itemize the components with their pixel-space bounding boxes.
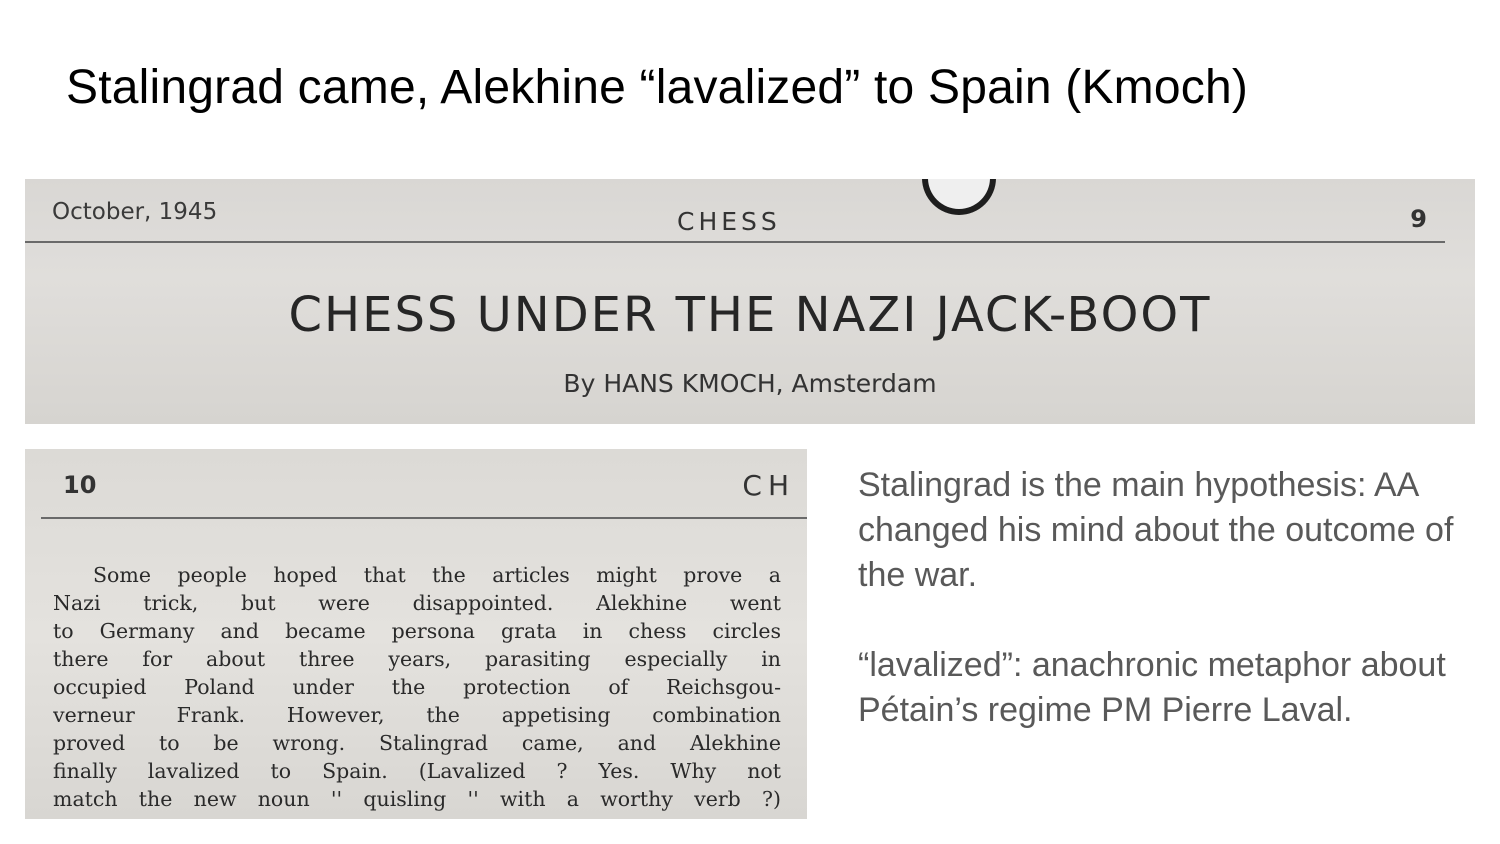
header-rule <box>25 241 1445 243</box>
issue-date: October, 1945 <box>52 199 218 225</box>
article-line: proved to be wrong. Stalingrad came, and Alekhine <box>53 731 781 755</box>
article-line: to Germany and became persona grata in chess circles <box>53 619 781 643</box>
article-byline: By HANS KMOCH, Amsterdam <box>563 369 937 398</box>
ink-blot <box>922 179 996 215</box>
speaker-notes <box>858 463 1458 778</box>
article-line: verneur Frank. However, the appetising combination <box>53 703 781 727</box>
article-headline: CHESS UNDER THE NAZI JACK-BOOT <box>288 287 1212 343</box>
magazine-name-partial: CH <box>742 469 795 502</box>
article-paragraph <box>53 561 781 813</box>
article-line: there for about three years, parasiting especially in <box>53 647 781 671</box>
article-line: Some people hoped that the articles might prove a <box>93 563 781 587</box>
article-line: occupied Poland under the protection of Reichsgou- <box>53 675 781 699</box>
slide-title: Stalingrad came, Alekhine “lavalized” to Spain (Kmoch) <box>66 61 1249 114</box>
note-paragraph-lavalized: “lavalized”: anachronic metaphor about Pétain’s regime PM Pierre Laval. <box>858 646 1446 729</box>
magazine-name: CHESS <box>677 207 781 236</box>
article-line: Nazi trick, but were disappointed. Alekhine went <box>53 591 781 615</box>
page-number: 9 <box>1410 205 1427 233</box>
article-line: match the new noun '' quisling '' with a worthy verb ?) <box>53 787 781 811</box>
header-rule <box>41 517 807 519</box>
magazine-header-clipping <box>25 179 1475 424</box>
page-number: 10 <box>63 471 97 499</box>
article-line: finally lavalized to Spain. (Lavalized ? Yes. Why not <box>53 759 781 783</box>
note-paragraph-stalingrad: Stalingrad is the main hypothesis: AA changed his mind about the outcome of the war. <box>858 466 1454 594</box>
article-text-clipping <box>25 449 807 819</box>
